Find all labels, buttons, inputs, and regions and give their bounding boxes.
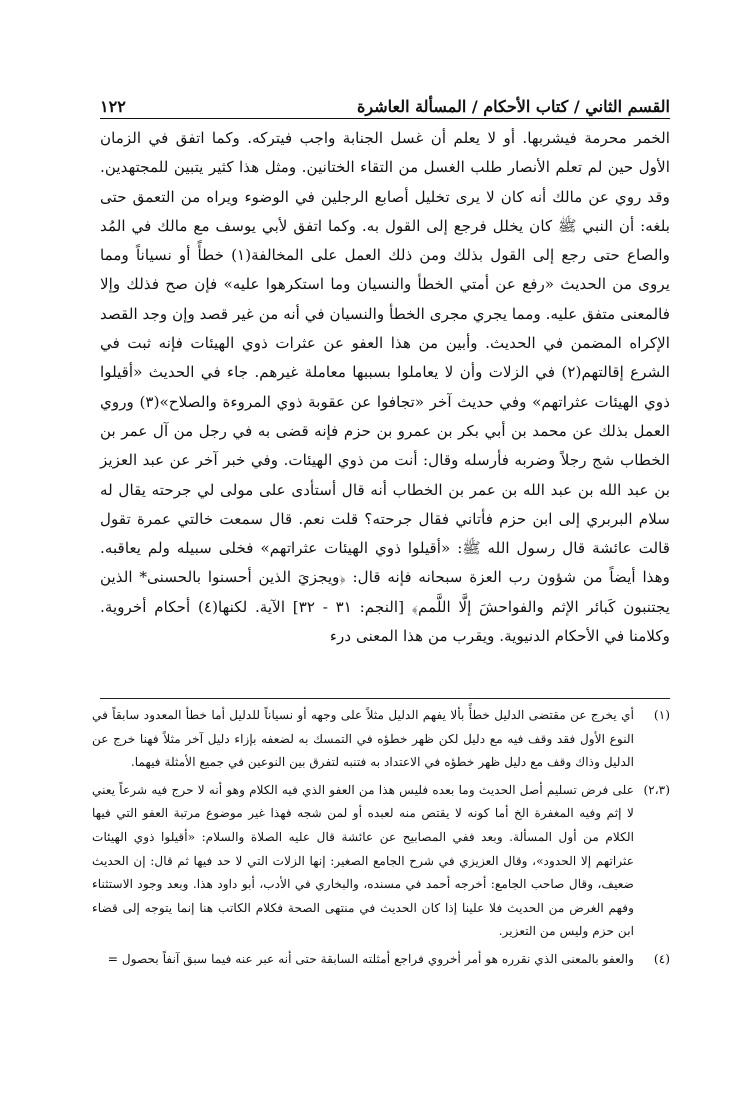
footnote-text: أي يخرج عن مقتضى الدليل خطأً بألا يفهم الدليل مثلاً على وجهه أو نسياناً للدليل أما خطأ المعدود سابقاً في النوع الأول فقد وقف فيه مع دليل لكن ظهر خطؤه في التمسك به لضعفه بإزاء دليل آخر مثلاً فهنا خرج عن الدليل وذاك وقف مع دليل ظهر خطؤه في الاعتداد به فتنبه لتفرق بين النوعين في جميع الأمثلة فيهما. bbox=[92, 708, 634, 770]
footnote-2-3 bbox=[92, 779, 670, 944]
footnote-text: على فرض تسليم أصل الحديث وما بعده فليس هذا من العفو الذي فيه الكلام وهو أنه لا حرج فيه شرعاً يعني لا إثم وفيه المغفرة الخ أما كونه لا يقتص منه لعبده أو لمن شجه فهذا غير موضوع مرتبة العفو التي فيها الكلام من أول المسألة. وبعد ففي المصابيح عن عائشة قال عليه الصلاة والسلام: «أقيلوا ذوي الهيئات عثراتهم إلا الحدود»، وقال العزيزي في شرح الجامع الصغير: إنها الزلات التي لا حد فيها ثم قال: إن الحديث ضعيف، وقال صاحب الجامع: أخرجه أحمد في مسنده، والبخاري في الأدب، أبو داود هذا. وبعد وجود الاستثناء وفهم الغرض من الحديث فلا علينا إذا كان الحديث في منتهى الصحة فكلام الكاتب هنا إنما يتوجه إلى قضاء ابن حزم وليس من التعزير. bbox=[92, 782, 634, 939]
header-rule bbox=[100, 118, 670, 119]
footnote-separator bbox=[100, 698, 670, 699]
footnotes bbox=[92, 704, 670, 976]
main-text bbox=[100, 124, 670, 651]
running-title: القسم الثاني / كتاب الأحكام / المسألة العاشرة bbox=[357, 97, 670, 116]
body-paragraph: الخمر محرمة فيشربها. أو لا يعلم أن غسل الجنابة واجب فيتركه. وكما اتفق في الزمان الأول حين لم تعلم الأنصار طلب الغسل من التقاء الختانين. ومثل هذا كثير يتبين للمجتهدين. وقد روي عن مالك أنه كان لا يرى تخليل أصابع الرجلين في الوضوء ويراه من التعمق حتى بلغه: أن النبي ﷺ كان يخلل فرجع إلى القول به. وكما اتفق لأبي يوسف مع مالك في المُد والصاع حتى رجع إلى القول بذلك ومن ذلك العمل على المخالفة(١) خطأً أو نسياناً ومما يروى من الحديث «رفع عن أمتي الخطأ والنسيان وما استكرهوا عليه» فإن صح فذلك وإلا فالمعنى متفق عليه. ومما يجري مجرى الخطأ والنسيان في أنه من غير قصد وإن وجد القصد الإكراه المضمن في الحديث. وأبين من هذا العفو عن عثرات ذوي الهيئات فإنه ثبت في الشرع إقالتهم(٢) في الزلات وأن لا يعاملوا بسببها معاملة غيرهم. جاء في الحديث «أقيلوا ذوي الهيئات عثراتهم» وفي حديث آخر «تجافوا عن عقوبة ذوي المروءة والصلاح»(٣) وروي العمل بذلك عن محمد بن أبي بكر بن عمرو بن حزم فإنه قضى به في رجل من آل عمر بن الخطاب شج رجلاً وضربه فأرسله وقال: أنت من ذوي الهيئات. وفي خبر آخر عن عبد العزيز بن عبد الله بن عبد الله بن عمر بن الخطاب أنه قال أستأدى على مولى لي جرحته يقال له سلام البربري إلى ابن حزم فأتاني فقال جرحته؟ قلت نعم. قال سمعت خالتي عمرة تقول قالت عائشة قال رسول الله ﷺ: «أقيلوا ذوي الهيئات عثراتهم» فخلى سبيله ولم يعاقبه. وهذا أيضاً من شؤون رب العزة سبحانه فإنه قال: ﴿ويجزيَ الذين أحسنوا بالحسنى* الذين يجتنبون كَبائر الإثم والفواحشَ إلَّا اللَّمم﴾ [النجم: ٣١ - ٣٢] الآية. لكنها(٤) أحكام أخروية. وكلامنا في الأحكام الدنيوية. ويقرب من هذا المعنى درء bbox=[100, 129, 670, 646]
footnote-number: (١) bbox=[653, 708, 670, 722]
footnote-number: (٢،٣) bbox=[643, 782, 670, 797]
footnote-4 bbox=[92, 948, 670, 972]
running-header bbox=[100, 86, 670, 116]
footnote-1 bbox=[92, 704, 670, 775]
footnote-text: والعفو بالمعنى الذي نقرره هو أمر أخروي فراجع أمثلته السابقة حتى أنه عبر عنه فيما سبق آنفاً بحصول = bbox=[107, 951, 634, 966]
footnote-number: (٤) bbox=[653, 951, 670, 966]
page-number: ١٢٢ bbox=[100, 97, 126, 116]
